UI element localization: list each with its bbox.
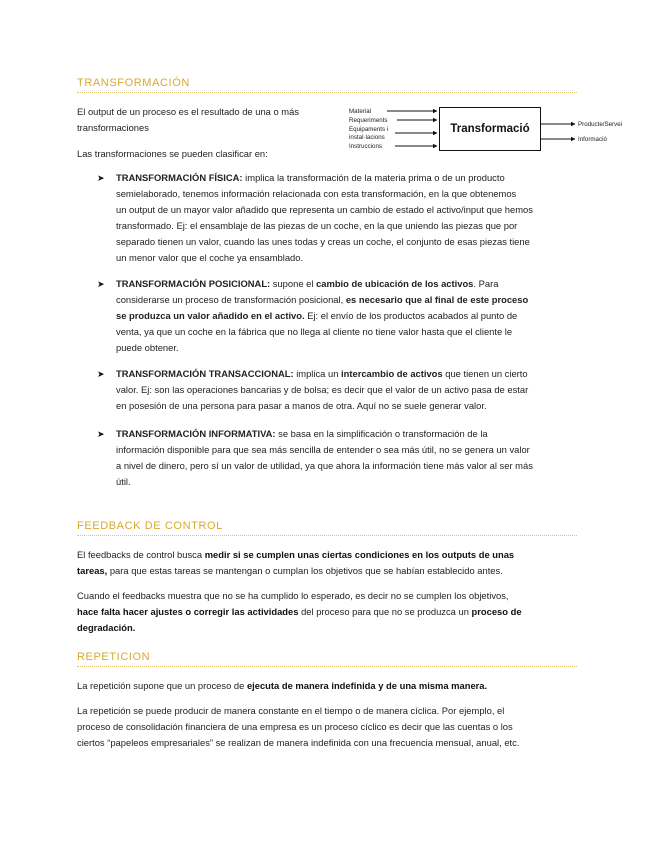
intro-line-2: transformaciones [77,122,149,133]
text-line: proceso de consolidación financiera de una empresa es un proceso cíclico es decir que las cuentas o los [77,721,513,732]
text-line: La repetición se puede producir de manera constante en el tiempo o de manera cíclica. Por ejemplo, el [77,705,505,716]
bullet-fisica-heading: TRANSFORMACIÓN FÍSICA: [116,172,243,183]
input-label: Requeriments [349,117,388,124]
classification-intro: Las transformaciones se pueden clasificar en: [77,148,268,159]
output-label: Producte/Servei [578,121,623,128]
text-line: a nivel de dinero, pero sí un valor de utilidad, ya que ahora la información tiene más valor al ser más [116,460,533,471]
arrow-bullet-icon: ➤ [97,279,105,289]
text-span: del proceso para que no se produzca un [301,606,469,617]
text-line: ciertos “papeleos empresariales” se realizan de manera indefinida con una frecuencia mensual, anual, etc. [77,737,520,748]
text-span: para que estas tareas se mantengan o cumplan los objetivos que se habían establecido antes. [109,565,503,576]
bullet-posicional-heading: TRANSFORMACIÓN POSICIONAL: [116,278,271,289]
text-line: Cuando el feedbacks muestra que no se ha cumplido lo esperado, es decir no se cumplen los objetivos, [77,590,509,601]
heading-repeticion: REPETICION [77,651,577,667]
bold-span: es necesario que al final de este proceso [345,294,529,305]
bold-span: hace falta hacer ajustes o corregir las actividades [77,606,299,617]
bullet-informativa-text [116,426,557,490]
text-span: supone el [272,278,314,289]
bold-span: intercambio de activos [341,368,443,379]
bold-span: ejecuta de manera indefinida y de una misma manera. [246,680,488,691]
input-label: Equipaments i [349,126,389,133]
text-line: un output de un mayor valor añadido que representa un cambio de estado el activo/input que hemos [116,204,533,215]
arrow-bullet-icon: ➤ [97,429,105,439]
input-label: Material [349,108,372,115]
text-line: venta, ya que un coche en la fábrica que no llega al cliente no tiene valor hasta que el cliente le [116,326,513,337]
bullet-transaccional-text [116,366,557,414]
text-span: que tienen un cierto [445,368,528,379]
text-span: El feedbacks de control busca [77,549,203,560]
bullet-informativa-heading: TRANSFORMACIÓN INFORMATIVA: [116,428,276,439]
input-label: Instruccions [349,143,383,150]
text-line: un menor valor que el coche ya ensamblado. [116,252,304,263]
text-line: implica la transformación de la materia prima o de un producto [245,172,505,183]
text-span: considerarse un proceso de transformación posicional, [116,294,344,305]
intro-paragraph [77,104,299,136]
arrow-bullet-icon: ➤ [97,369,105,379]
bold-span: proceso de [471,606,522,617]
bullet-posicional-text [116,276,557,356]
bold-span: tareas, [77,565,108,576]
feedback-paragraph-1 [77,547,514,579]
bold-span: se produzca un valor añadido en el activo. [116,310,305,321]
bold-span: degradación. [77,622,136,633]
bold-span: cambio de ubicación de los activos [316,278,474,289]
text-span: se basa en la simplificación o transformación de la [278,428,488,439]
text-line: semielaborado, tenemos información relacionada con esta transformación, en la que obtenemos [116,188,517,199]
text-line: transformado. Ej: el ensamblaje de las piezas de un coche, en la que uniendo las piezas que por [116,220,518,231]
repeticion-paragraph-2 [77,703,519,751]
heading-feedback: FEEDBACK DE CONTROL [77,520,577,536]
text-line: valor. Ej: son las operaciones bancarias y de bolsa; es decir que el valor de un activo pasa de estar [116,384,529,395]
text-line: en posesión de una persona para pasar a manos de otra. Aquí no se suele generar valor. [116,400,487,411]
text-line: puede obtener. [116,342,179,353]
text-span: . Para [473,278,499,289]
text-line: separado tienen un valor, cuando las unes todas y creas un coche, el conjunto de esas piezas tiene [116,236,530,247]
input-label: instal·lacions [349,134,385,141]
arrow-bullet-icon: ➤ [97,173,105,183]
text-span: La repetición supone que un proceso de [77,680,245,691]
text-span: Ej: el envío de los productos acabados al punto de [307,310,518,321]
transformacio-diagram [349,104,639,160]
intro-line-1: El output de un proceso es el resultado de una o más [77,106,300,117]
bullet-transaccional-heading: TRANSFORMACIÓN TRANSACCIONAL: [116,368,294,379]
text-line: información disponible para que sea más sencilla de entender o sea más útil, no se genera un valor [116,444,530,455]
repeticion-paragraph-1 [77,678,487,694]
text-span: implica un [296,368,339,379]
bullet-fisica-text [116,170,557,266]
feedback-paragraph-2 [77,588,522,636]
output-label: Informació [578,136,607,143]
transformacio-box: Transformació [439,107,541,151]
heading-transformacion: TRANSFORMACIÓN [77,77,577,93]
bold-span: medir si se cumplen unas ciertas condiciones en los outputs de unas [204,549,515,560]
text-line: útil. [116,476,131,487]
